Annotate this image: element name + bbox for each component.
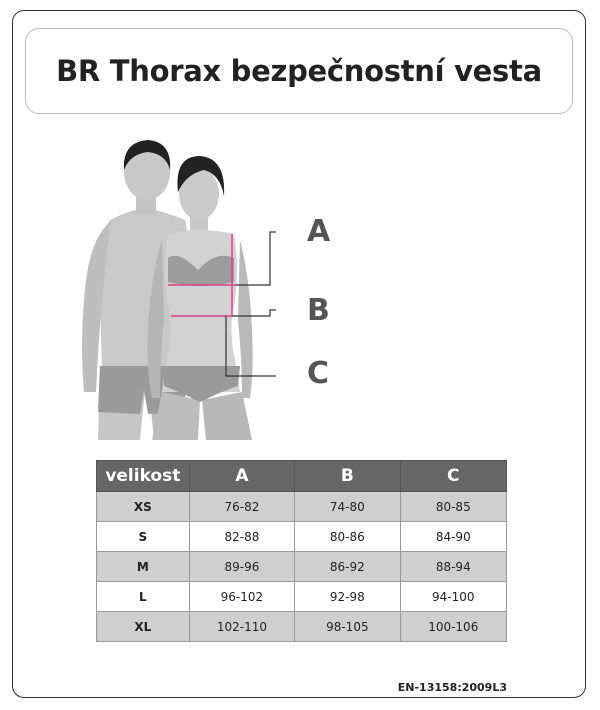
cell-b: 80-86 <box>295 522 400 552</box>
size-table-header <box>97 461 507 492</box>
cell-c: 100-106 <box>400 612 506 642</box>
cell-a: 89-96 <box>189 552 294 582</box>
table-row <box>97 612 507 642</box>
cell-c: 88-94 <box>400 552 506 582</box>
size-table <box>96 460 507 642</box>
cell-size: M <box>97 552 190 582</box>
table-row <box>97 552 507 582</box>
body-measurement-figure <box>70 130 390 450</box>
cell-c: 80-85 <box>400 492 506 522</box>
cell-size: L <box>97 582 190 612</box>
zone-label-c: C <box>307 356 330 391</box>
table-row <box>97 492 507 522</box>
cell-c: 94-100 <box>400 582 506 612</box>
header-size: velikost <box>97 461 190 492</box>
table-row <box>97 522 507 552</box>
cell-a: 76-82 <box>189 492 294 522</box>
cell-a: 82-88 <box>189 522 294 552</box>
cell-size: XS <box>97 492 190 522</box>
zone-label-b: B <box>307 293 330 328</box>
standard-code: EN-13158:2009L3 <box>397 681 507 694</box>
table-row <box>97 582 507 612</box>
cell-b: 98-105 <box>295 612 400 642</box>
page-title: BR Thorax bezpečnostní vesta <box>56 54 542 88</box>
cell-size: S <box>97 522 190 552</box>
header-b: B <box>295 461 400 492</box>
cell-a: 96-102 <box>189 582 294 612</box>
female-silhouette <box>148 156 253 440</box>
cell-b: 86-92 <box>295 552 400 582</box>
header-a: A <box>189 461 294 492</box>
title-box <box>25 28 573 114</box>
zone-label-a: A <box>307 214 331 249</box>
cell-b: 74-80 <box>295 492 400 522</box>
cell-c: 84-90 <box>400 522 506 552</box>
header-c: C <box>400 461 506 492</box>
cell-size: XL <box>97 612 190 642</box>
cell-a: 102-110 <box>189 612 294 642</box>
cell-b: 92-98 <box>295 582 400 612</box>
